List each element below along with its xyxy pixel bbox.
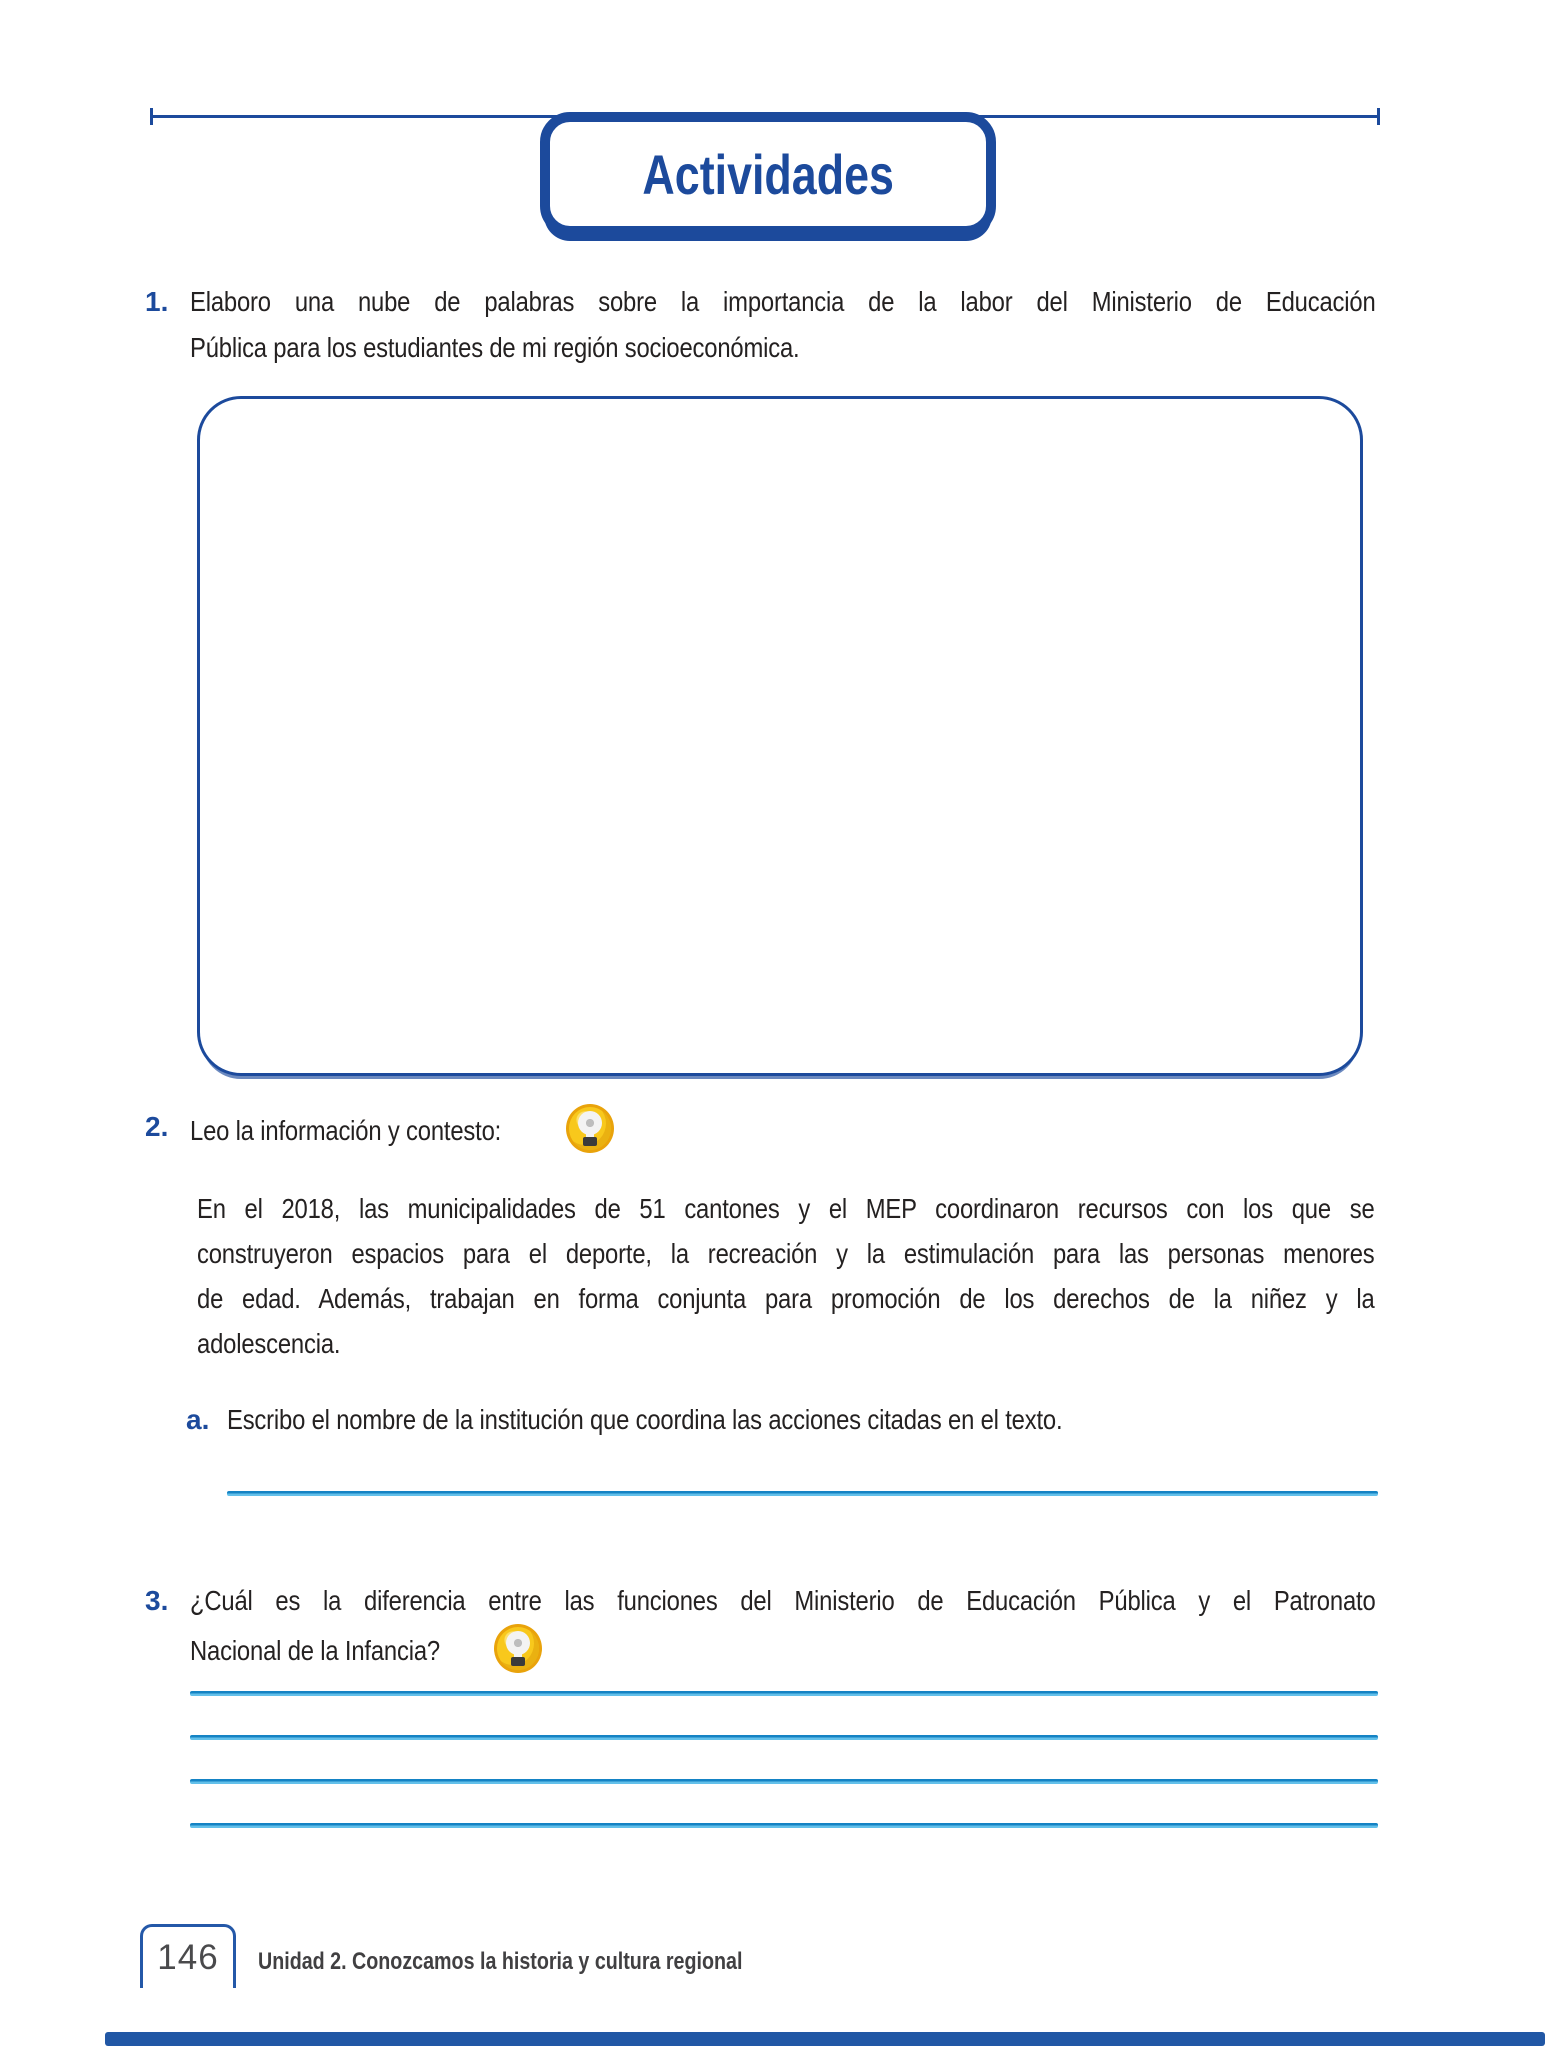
activity-item-1 — [145, 279, 1377, 371]
item-text-line: ¿Cuál es la diferencia entre las funciones del Ministerio de Educación Pública y el Patronato — [190, 1585, 1376, 1616]
bulb-glass — [506, 1631, 530, 1655]
item-number: 2. — [145, 1111, 169, 1142]
answer-line[interactable] — [190, 1691, 1378, 1696]
answer-line[interactable] — [190, 1735, 1378, 1740]
page-number: 146 — [157, 1937, 219, 1977]
lightbulb-icon — [566, 1104, 614, 1153]
page-title: Actividades — [642, 142, 894, 206]
passage-line: construyeron espacios para el deporte, la recreación y la estimulación para las personas menores — [197, 1238, 1375, 1269]
bulb-glass — [578, 1111, 602, 1135]
activities-badge — [540, 112, 996, 236]
answer-lines-group — [190, 1691, 1378, 1867]
item-text-line: Leo la información y contesto: — [190, 1115, 502, 1146]
answer-line[interactable] — [190, 1779, 1378, 1784]
bulb-base — [511, 1657, 525, 1666]
answer-line[interactable] — [190, 1823, 1378, 1828]
lightbulb-icon — [494, 1624, 542, 1673]
rule-tick-left — [150, 108, 153, 125]
passage-line: adolescencia. — [197, 1328, 341, 1359]
passage-line: En el 2018, las municipalidades de 51 cantones y el MEP coordinaron recursos con los que se — [197, 1193, 1375, 1224]
answer-line[interactable] — [227, 1491, 1378, 1496]
activity-item-2 — [145, 1104, 1377, 1153]
sub-item-text: Escribo el nombre de la institución que coordina las acciones citadas en el texto. — [227, 1404, 1063, 1435]
page-number-box — [140, 1924, 236, 1988]
item-text-line: Nacional de la Infancia? — [190, 1635, 440, 1666]
word-cloud-box[interactable] — [197, 396, 1363, 1076]
bottom-bar — [105, 2032, 1545, 2046]
rule-tick-right — [1377, 108, 1380, 125]
reading-passage — [197, 1186, 1375, 1366]
item-text-line: Pública para los estudiantes de mi región socioeconómica. — [190, 332, 800, 363]
passage-line: de edad. Además, trabajan en forma conjunta para promoción de los derechos de la niñez y la — [197, 1283, 1375, 1314]
sub-item-a — [186, 1397, 1378, 1442]
item-text-line: Elaboro una nube de palabras sobre la importancia de la labor del Ministerio de Educación — [190, 286, 1376, 317]
item-number: 1. — [145, 286, 169, 317]
activity-item-3 — [145, 1578, 1377, 1674]
unit-title: Unidad 2. Conozcamos la historia y cultura regional — [258, 1948, 743, 1975]
bulb-base — [583, 1137, 597, 1146]
item-number: 3. — [145, 1585, 169, 1616]
sub-item-letter: a. — [186, 1404, 210, 1435]
